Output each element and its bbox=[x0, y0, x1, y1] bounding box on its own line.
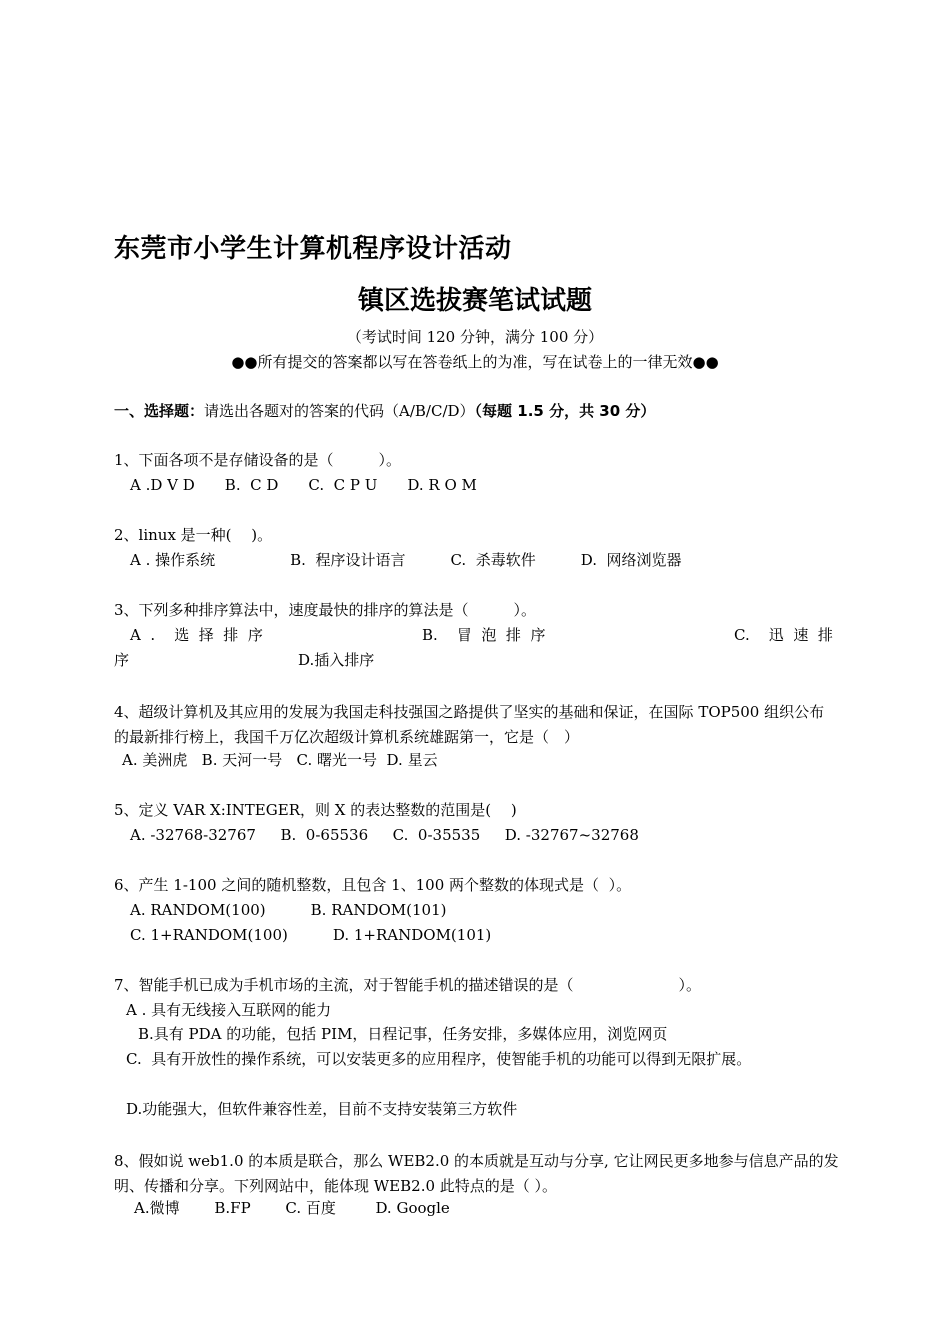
exam-time-note: （考试时间 120 分钟，满分 100 分） bbox=[346, 328, 604, 346]
exam-title-line1: 东莞市小学生计算机程序设计活动 bbox=[114, 234, 512, 264]
answer-notice: ●●所有提交的答案都以写在答卷纸上的为准，写在试卷上的一律无效●● bbox=[231, 353, 719, 371]
question-7: 7、智能手机已成为手机市场的主流，对于智能手机的描述错误的是（ ）。 bbox=[114, 976, 702, 994]
section-instruction: 请选出各题对的答案的代码（A/B/C/D） bbox=[204, 402, 475, 420]
section-label: 一、选择题： bbox=[114, 402, 205, 420]
question-7-option-c: C. 具有开放性的操作系统，可以安装更多的应用程序，使智能手机的功能可以得到无限扩展。 bbox=[126, 1050, 752, 1068]
question-3-option-c: C. 迅 速 排 bbox=[734, 626, 833, 644]
question-6-options-row2: C. 1+RANDOM(100) D. 1+RANDOM(101) bbox=[130, 926, 492, 944]
question-2: 2、linux 是一种( )。 bbox=[114, 526, 273, 544]
question-3-option-a: A . 选 择 排 序 bbox=[130, 626, 263, 644]
question-2-options: A . 操作系统 B. 程序设计语言 C. 杀毒软件 D. 网络浏览器 bbox=[130, 551, 682, 569]
section-score: （每题 1.5 分，共 30 分） bbox=[474, 402, 656, 420]
question-5: 5、定义 VAR X:INTEGER，则 X 的表达整数的范围是( ) bbox=[114, 801, 517, 819]
question-3-option-d: D.插入排序 bbox=[298, 651, 375, 669]
section-header bbox=[114, 400, 655, 421]
question-7-option-a: A . 具有无线接入互联网的能力 bbox=[126, 1001, 332, 1019]
question-4: 4、超级计算机及其应用的发展为我国走科技强国之路提供了坚实的基础和保证，在国际 TOP500 组织公布的最新排行榜上，我国千万亿次超级计算机系统雄踞第一，它是（ ） bbox=[114, 703, 825, 746]
question-5-options: A. -32768-32767 B. 0-65536 C. 0-35535 D. -32767~32768 bbox=[130, 826, 639, 844]
question-3-option-b: B. 冒 泡 排 序 bbox=[422, 626, 546, 644]
question-4-options: A. 美洲虎 B. 天河一号 C. 曙光一号 D. 星云 bbox=[122, 751, 438, 769]
question-8: 8、假如说 web1.0 的本质是联合，那么 WEB2.0 的本质就是互动与分享, 它让网民更多地参与信息产品的发明、传播和分享。下列网站中，能体现 WEB2.0 此特点的是（ ）。 bbox=[114, 1152, 839, 1195]
question-3-option-c-wrap: 序 bbox=[114, 651, 130, 669]
question-6: 6、产生 1-100 之间的随机整数，且包含 1、100 两个整数的体现式是（ ）。 bbox=[114, 876, 632, 894]
question-6-options-row1: A. RANDOM(100) B. RANDOM(101) bbox=[130, 901, 447, 919]
question-1: 1、下面各项不是存储设备的是（ ）。 bbox=[114, 451, 402, 469]
question-3: 3、下列多种排序算法中，速度最快的排序的算法是（ ）。 bbox=[114, 601, 537, 619]
question-8-options: A.微博 B.FP C. 百度 D. Google bbox=[134, 1199, 450, 1217]
question-1-options: A .D V D B. C D C. C P U D. R O M bbox=[130, 476, 477, 494]
exam-title-line2: 镇区选拔赛笔试试题 bbox=[357, 286, 592, 316]
question-7-option-d: D.功能强大，但软件兼容性差，目前不支持安装第三方软件 bbox=[126, 1100, 518, 1118]
question-7-option-b: B.具有 PDA 的功能，包括 PIM，日程记事，任务安排，多媒体应用，浏览网页 bbox=[138, 1025, 668, 1043]
